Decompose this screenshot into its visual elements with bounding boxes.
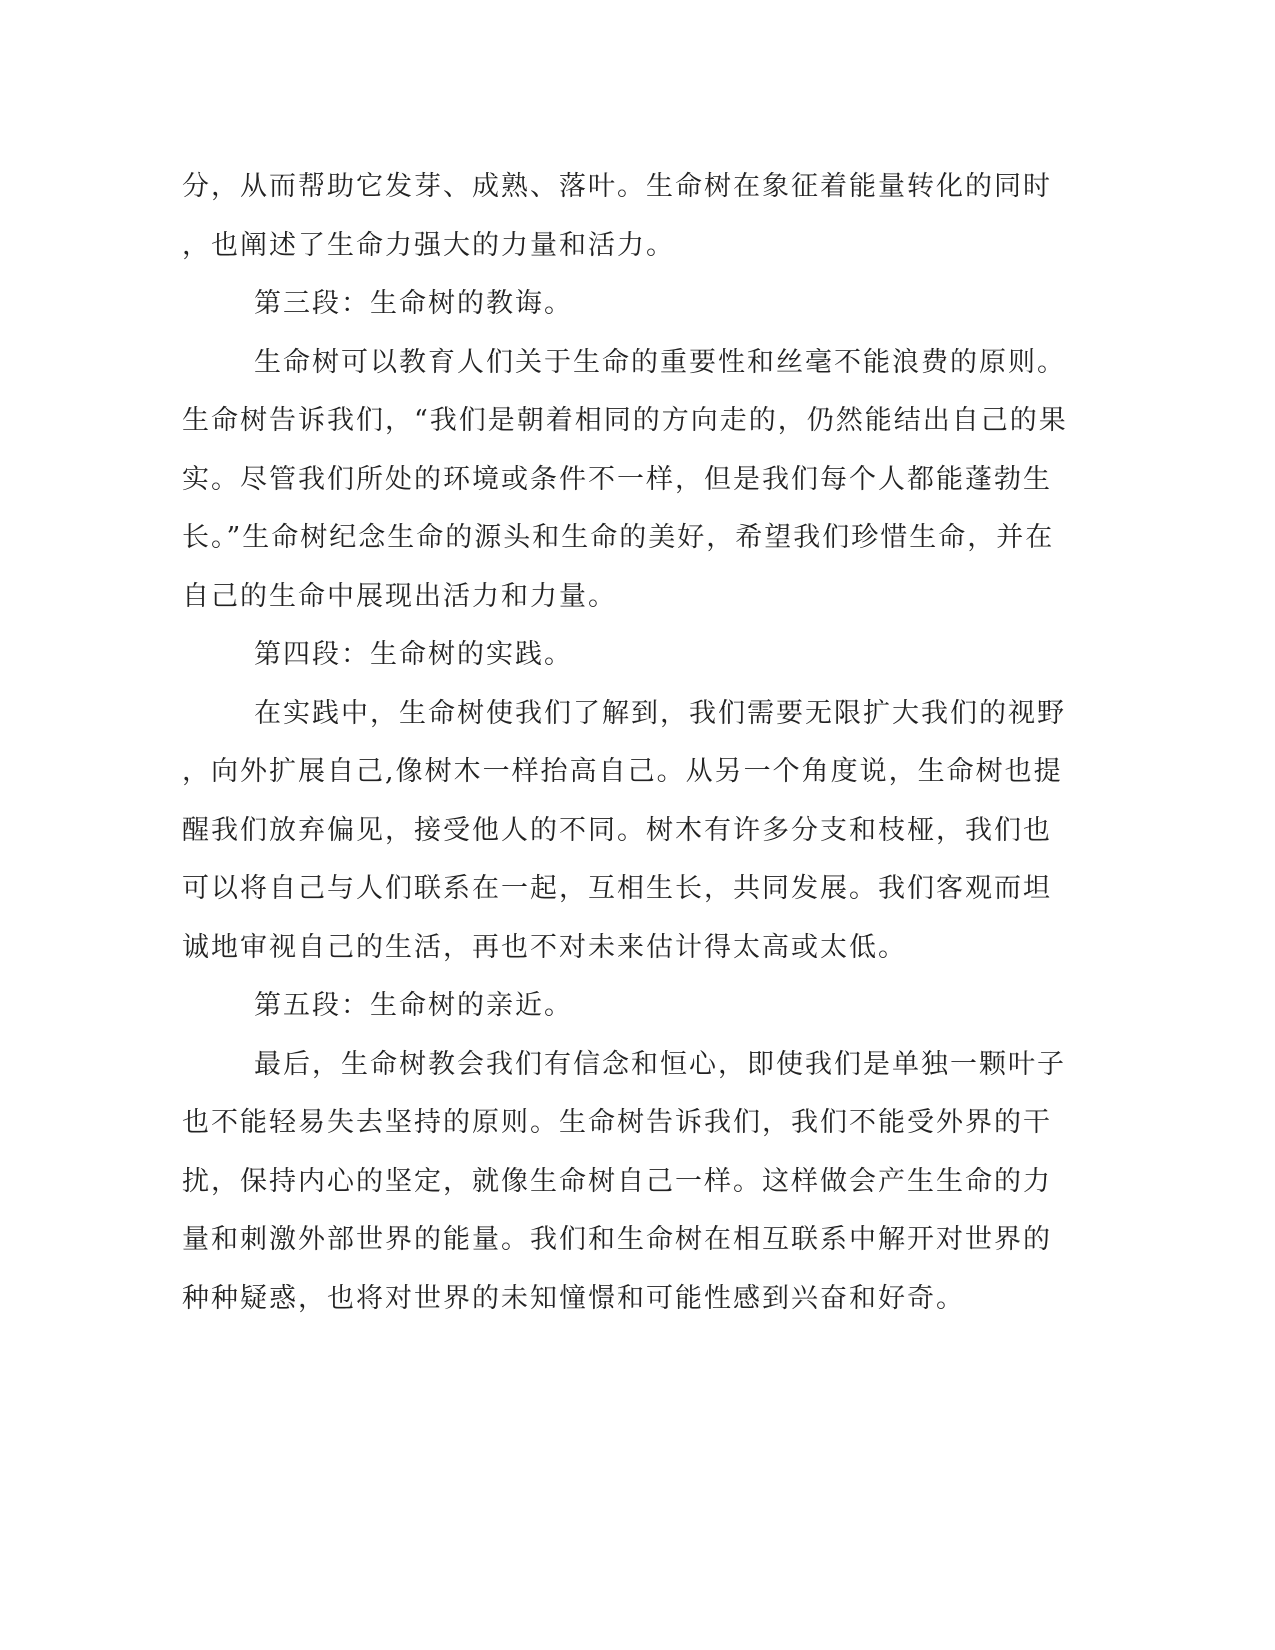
text-line-10: 在实践中，生命树使我们了解到，我们需要无限扩大我们的视野 <box>254 697 1066 729</box>
text-line-1: 分，从而帮助它发芽、成熟、落叶。生命树在象征着能量转化的同时 <box>182 171 1052 202</box>
text-line-20: 种种疑惑，也将对世界的未知憧憬和可能性感到兴奋和好奇。 <box>182 1282 965 1314</box>
text-line-7: 长。”生命树纪念生命的源头和生命的美好，希望我们珍惜生命，并在 <box>182 522 1055 553</box>
section-heading-3: 第三段：生命树的教诲。 <box>254 288 573 319</box>
section-heading-4: 第四段：生命树的实践。 <box>254 639 573 670</box>
text-line-4: 生命树可以教育人们关于生命的重要性和丝毫不能浪费的原则。 <box>254 346 1066 378</box>
text-line-17: 也不能轻易失去坚持的原则。生命树告诉我们，我们不能受外界的干 <box>182 1107 1052 1138</box>
text-line-11: ，向外扩展自己,像树木一样抬高自己。从另一个角度说，生命树也提 <box>182 756 1063 787</box>
text-line-8: 自己的生命中展现出活力和力量。 <box>182 580 617 612</box>
document-body <box>182 158 1068 1328</box>
text-line-12: 醒我们放弃偏见，接受他人的不同。树木有许多分支和枝桠，我们也 <box>182 814 1052 846</box>
text-line-16: 最后，生命树教会我们有信念和恒心，即使我们是单独一颗叶子 <box>254 1048 1066 1080</box>
text-line-2: ，也阐述了生命力强大的力量和活力。 <box>182 229 675 261</box>
text-line-5: 生命树告诉我们，“我们是朝着相同的方向走的，仍然能结出自己的果 <box>182 405 1068 436</box>
section-heading-5: 第五段：生命树的亲近。 <box>254 990 573 1021</box>
text-line-6: 实。尽管我们所处的环境或条件不一样，但是我们每个人都能蓬勃生 <box>182 463 1052 495</box>
text-line-13: 可以将自己与人们联系在一起，互相生长，共同发展。我们客观而坦 <box>182 873 1052 904</box>
text-line-19: 量和刺激外部世界的能量。我们和生命树在相互联系中解开对世界的 <box>182 1224 1052 1255</box>
text-line-18: 扰，保持内心的坚定，就像生命树自己一样。这样做会产生生命的力 <box>182 1165 1052 1197</box>
text-line-14: 诚地审视自己的生活，再也不对未来估计得太高或太低。 <box>182 931 907 963</box>
